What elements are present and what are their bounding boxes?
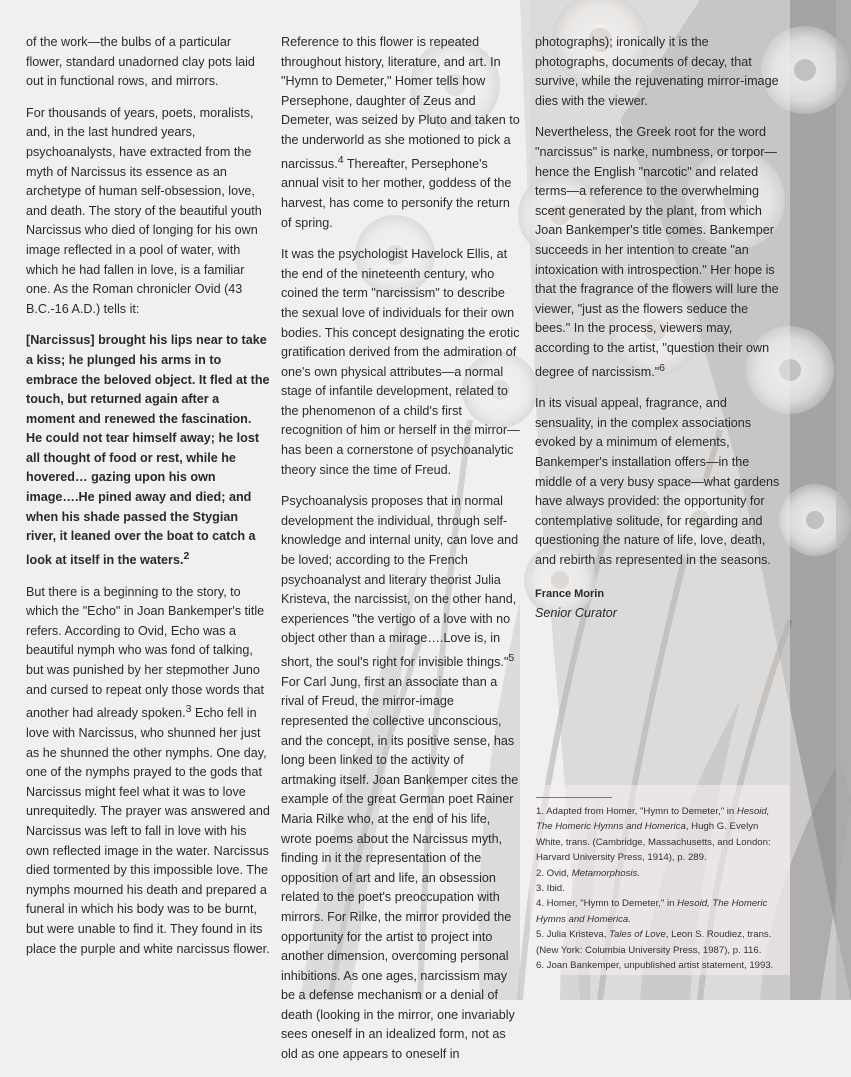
footnote-divider bbox=[536, 797, 612, 798]
footnote-text: , Hugh G. Evelyn White, trans. (Cambridge, Massachusetts, and London: Harvard University Press, 1914), p. 289. bbox=[536, 821, 771, 864]
paragraph bbox=[535, 123, 781, 382]
footnote-ref: 4 bbox=[337, 153, 344, 166]
footnote-ref: 2 bbox=[183, 549, 190, 562]
paragraph bbox=[281, 33, 521, 233]
footnote-title: Metamorphosis. bbox=[571, 867, 640, 879]
paragraph-text: But there is a beginning to the story, to which the "Echo" in Joan Bankemper's title refers. According to Ovid, Echo was a beautiful nymph who was fond of talking, but was punished by her stepmother Juno and cursed to repeat only those words that another had already spoken. bbox=[26, 584, 265, 721]
author-name: France Morin bbox=[535, 587, 605, 600]
paragraph-text: For Carl Jung, first an associate than a rival of Freud, the mirror-image represented the collective unconscious, and the concept, in its positive sense, has long been linked to the activity of artmaking itself. Joan Bankemper cites the example of the great German poet Rainer Maria Rilke who, at the end of his life, wrote poems about the Narcissus myth, finding in it the representation of the opposition of art and life, an obsession related to the poet's preoccupation with mirrors. For Rilke, the mirror provided the opportunity for the artist to project into another dimension, overcoming personal inhibitions. As one ages, narcissism may be a defense mechanism or a denial of death (looking in the mirror, one invariably sees oneself in an idealized form, not as old as one appears to oneself in bbox=[281, 674, 519, 1062]
footnote-text: 2. Ovid, bbox=[536, 867, 572, 879]
paragraph bbox=[26, 583, 270, 959]
text-column-3 bbox=[535, 33, 781, 624]
paragraph-text: Psychoanalysis proposes that in normal development the individual, through self-knowledge and internal unity, can love and be loved; according to the French psychoanalyst and literary theorist Julia Kristeva, the narcissist, on the other hand, experiences "the vertigo of a love with no object other than a mirage….Love is, in short, the soul's right for invisible things." bbox=[281, 494, 519, 670]
footnote-5 bbox=[536, 927, 786, 958]
footnote-2 bbox=[536, 866, 786, 881]
footnote-ref: 3 bbox=[185, 703, 192, 716]
footnotes bbox=[536, 804, 786, 973]
text-column-2 bbox=[281, 33, 521, 1077]
author-title: Senior Curator bbox=[535, 606, 617, 621]
footnote-4 bbox=[536, 896, 786, 927]
footnote-text: , Leon S. Roudiez, trans. (New York: Columbia University Press, 1987), p. 116. bbox=[536, 929, 772, 956]
footnote-ref: 6 bbox=[659, 361, 666, 374]
paragraph: For thousands of years, poets, moralists, and, in the last hundred years, psychoanalysts, have extracted from the myth of Narcissus its essence as an archetype of human self-obsession, love, and death. The story of the beautiful youth Narcissus who died of longing for his own image reflected in a pool of water, with which he had fallen in love, is a familiar one. As the Roman chronicler Ovid (43 B.C.-16 A.D.) tells it: bbox=[26, 105, 262, 316]
paragraph-text: Echo fell in love with Narcissus, who shunned her just as he shunned the other nymphs. One day, one of the nymphs prayed to the gods that Narcissus might feel what it was to love unrequitedly. The prayer was answered and Narcissus was left to fall in love with his own reflected image in the water. Narcissus died tormented by this impossible love. The nymphs mourned his death and prepared a funeral in which his body was to be burnt, but were unable to find it. They found in its place the purple and white narcissus flower. bbox=[26, 706, 270, 956]
footnote-text: 5. Julia Kristeva, bbox=[536, 929, 610, 941]
paragraph-text: Thereafter, Persephone's annual visit to her mother, goddess of the harvest, has come to personify the return of spring. bbox=[281, 156, 512, 230]
footnote-title: Hesoid, The Homeric Hymns and Homerica. bbox=[536, 898, 768, 925]
paragraph-text: Reference to this flower is repeated throughout history, literature, and art. In "Hymn to Demeter," Homer tells how Persephone, daughter of Zeus and Demeter, was seized by Pluto and taken to the underworld as she motioned to pick a narcissus. bbox=[281, 35, 520, 171]
footnote-text: 1. Adapted from Homer, "Hymn to Demeter," in bbox=[536, 806, 737, 817]
paragraph: It was the psychologist Havelock Ellis, at the end of the nineteenth century, who coined the term "narcissism" to describe the sexual love of individuals for their own bodies. This concept designating the erotic gratification derived from the admiration of one's own physical attributes—a normal stage of infantile development, related to the phenomenon of a child's first recognition of him or herself in the mirror—has been a cornerstone of psychoanalytic theory since the time of Freud. bbox=[281, 247, 520, 477]
paragraph: photographs); ironically it is the photographs, documents of decay, that survive, while the rejuvenating mirror-image dies with the viewer. bbox=[535, 35, 779, 108]
paragraph: In its visual appeal, fragrance, and sensuality, in the complex associations evoked by a minimum of elements, Bankemper's installation offers—in the middle of a very busy space—what gardens have always provided: the opportunity for contemplative solitude, for regarding and questioning the nature of life, love, death, and rebirth as represented in the seasons. bbox=[535, 396, 780, 568]
text-column-1 bbox=[26, 33, 270, 971]
footnote-ref: 5 bbox=[508, 652, 515, 664]
footnote-text: 4. Homer, "Hymn to Demeter," in bbox=[536, 898, 678, 910]
ovid-quote bbox=[26, 331, 270, 570]
footnote-1 bbox=[536, 804, 786, 866]
footnote-title: Tales of Love bbox=[609, 929, 666, 941]
footnote-6: 6. Joan Bankemper, unpublished artist statement, 1993. bbox=[536, 960, 774, 972]
paragraph bbox=[281, 492, 521, 1064]
paragraph-text: Nevertheless, the Greek root for the word "narcissus" is narke, numbness, or torpor—hence the English "narcotic" and related terms—a reference to the overwhelming scent generated by the plant, from which Joan Bankemper's title comes. Bankemper succeeds in her intention to create "an intoxication with introspection." Her hope is that the fragrance of the flowers will lure the viewer, "just as the flowers seduce the bees." In the process, viewers may, according to the artist, "question their own degree of narcissism." bbox=[535, 125, 779, 379]
paragraph: of the work—the bulbs of a particular flower, standard unadorned clay pots laid out in functional rows, and mirrors. bbox=[26, 35, 255, 89]
quote-text: [Narcissus] brought his lips near to take a kiss; he plunged his arms in to embrace the beloved object. It fled at the touch, but returned again after a moment and renewed the fascination. He could not tear himself away; he lost all thought of food or rest, while he hovered… gazing upon his own image….He pined away and died; and when his shade passed the Stygian river, it leaned over the boat to catch a look at itself in the waters. bbox=[26, 333, 270, 568]
footnote-3: 3. Ibid. bbox=[536, 883, 565, 895]
footnote-title: Hesoid, The Homeric Hymns and Homerica bbox=[536, 806, 770, 833]
